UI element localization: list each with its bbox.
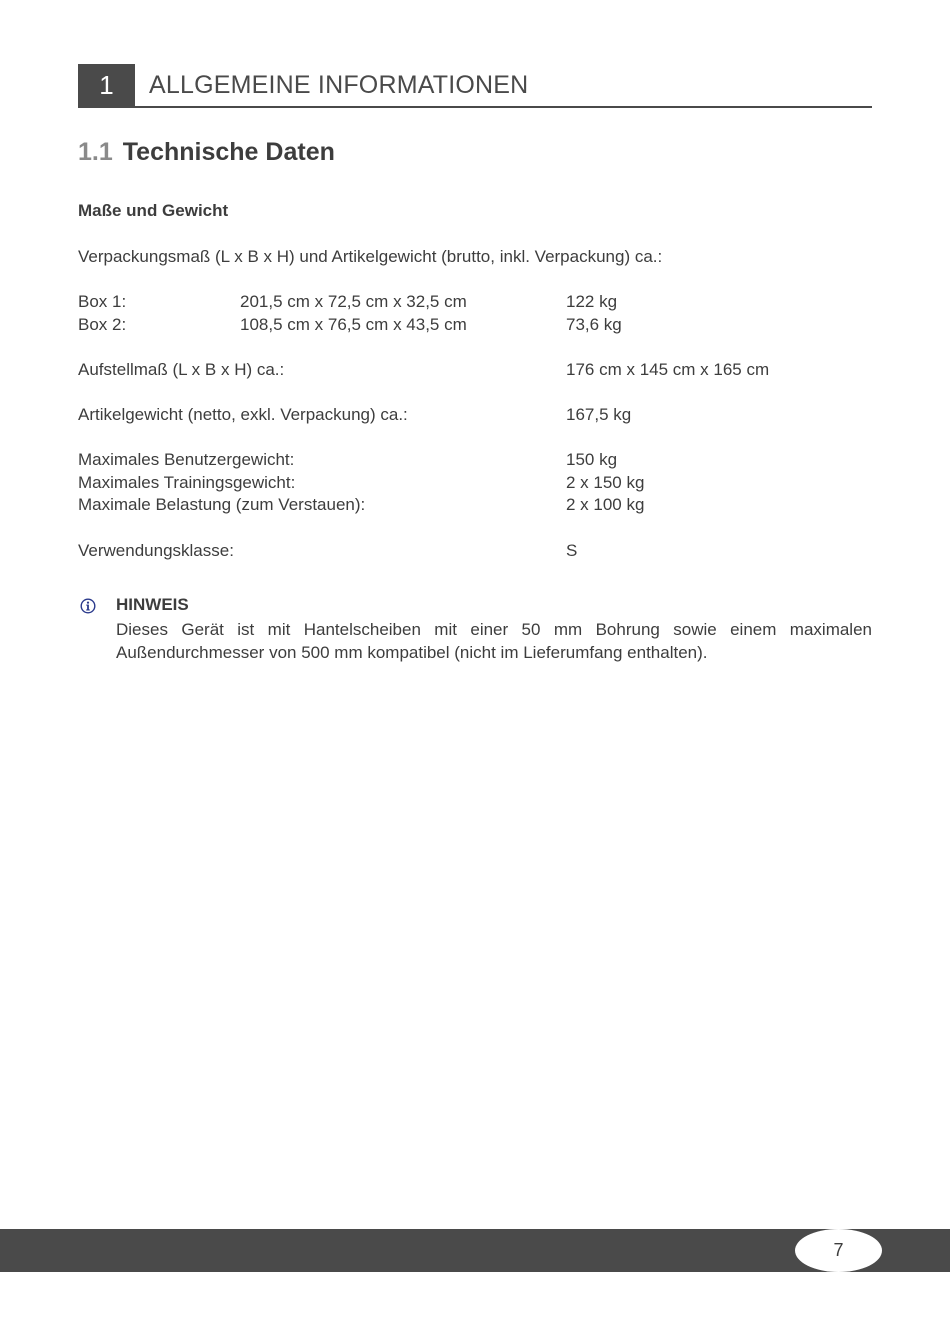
spec-value: S [566,541,578,560]
box-label: Box 1: [78,292,127,311]
box-label: Box 2: [78,315,127,334]
spec-label: Maximale Belastung (zum Verstauen): [78,495,366,514]
section-title: Technische Daten [122,138,335,166]
spec-value: 176 cm x 145 cm x 165 cm [566,360,770,379]
info-icon [80,598,96,614]
spec-value: 2 x 100 kg [566,495,645,514]
box-dimensions: 108,5 cm x 76,5 cm x 43,5 cm [240,315,467,334]
packaging-intro: Verpackungsmaß (L x B x H) und Artikelgewicht (brutto, inkl. Verpackung) ca.: [78,247,663,266]
page-number: 7 [833,1240,844,1260]
chapter-header [78,64,872,108]
subsection-heading: Maße und Gewicht [78,201,229,220]
spec-label: Maximales Benutzergewicht: [78,450,295,469]
spec-label: Maximales Trainingsgewicht: [78,473,296,492]
spec-label: Verwendungsklasse: [78,541,234,560]
chapter-title: ALLGEMEINE INFORMATIONEN [149,71,529,99]
chapter-number: 1 [78,64,135,107]
box-weight: 73,6 kg [566,315,622,334]
spec-label: Aufstellmaß (L x B x H) ca.: [78,360,285,379]
section-number: 1.1 [78,138,113,166]
box-dimensions: 201,5 cm x 72,5 cm x 32,5 cm [240,292,467,311]
spec-value: 167,5 kg [566,405,632,424]
box-weight: 122 kg [566,292,618,311]
note-text: Dieses Gerät ist mit Hantelscheiben mit einer 50 mm Bohrung sowie einem maximalen Außendurchmesser von 500 mm kompatibel (nicht im Lieferumfang enthalten). [116,620,872,662]
spec-value: 2 x 150 kg [566,473,645,492]
section-heading [78,138,335,167]
note-title: HINWEIS [116,595,189,614]
spec-label: Artikelgewicht (netto, exkl. Verpackung) ca.: [78,405,408,424]
spec-value: 150 kg [566,450,618,469]
